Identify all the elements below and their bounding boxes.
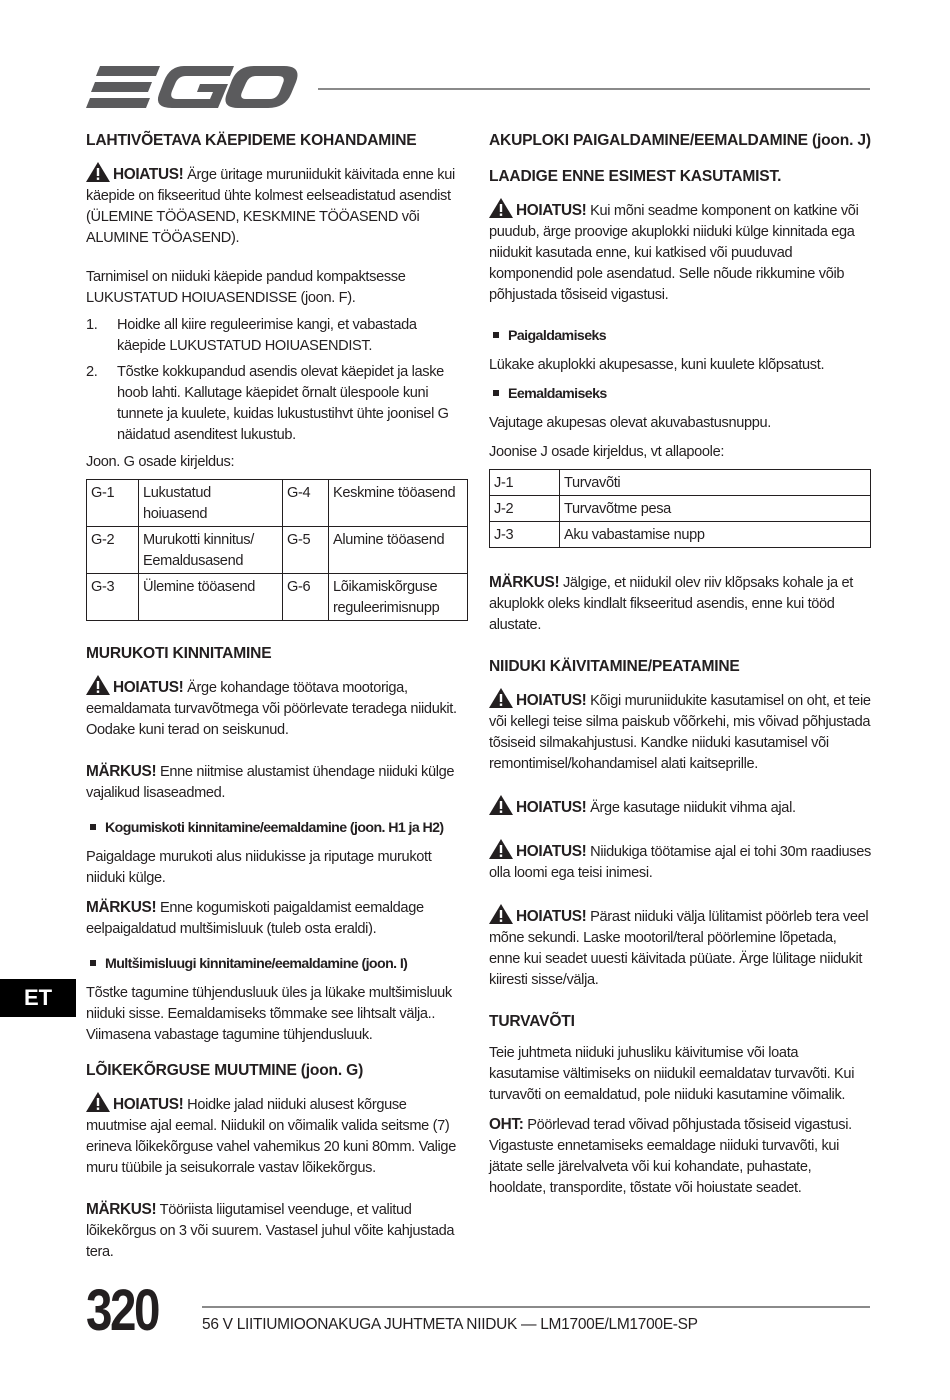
- warning-label: HOIATUS!: [516, 692, 587, 709]
- note-label: MÄRKUS!: [86, 1201, 157, 1218]
- table-caption: Joonise J osade kirjeldus, vt allapoole:: [489, 444, 725, 460]
- warning-paragraph: [86, 1092, 468, 1179]
- page-number: 320: [86, 1278, 158, 1343]
- warning-text: Kõigi muruniidukite kasutamisel on oht, et teie või kellegi teise silma paiskub võõrkehi, mis võivad põhjustada tõsiseid silmakahjustusi. Kandke niiduki kasutamisel või remontimisel/kohandamisel alati kaitseprille.: [489, 693, 871, 772]
- warning-label: HOIATUS!: [516, 799, 587, 816]
- danger-paragraph: [489, 1114, 871, 1199]
- table-row: [87, 527, 468, 574]
- warning-paragraph: [489, 839, 871, 884]
- step-item: [86, 362, 468, 446]
- bullet-heading: [86, 954, 468, 975]
- danger-text: Pöörlevad terad võivad põhjustada tõsiseid vigastusi. Vigastuste ennetamiseks eemaldage niiduki turvavõti, kui jätate selle järelvalveta või kui kohandate, puhastate, hooldate, transpordite, tõstate või hoiustate seadet.: [489, 1117, 852, 1196]
- footer-rule: [202, 1306, 870, 1308]
- warning-paragraph: [86, 675, 468, 741]
- bullet-heading: [489, 384, 871, 405]
- step-text: Hoidke all kiire reguleerimise kangi, et vabastada käepide LUKUSTATUD HOIUASENDIST.: [117, 317, 417, 354]
- note-paragraph: [489, 572, 871, 636]
- table-row: [87, 574, 468, 621]
- warning-text: Ärge üritage muruniidukit käivitada enne kui käepide on fikseeritud ühte kolmest eelseadistatud asendist (ÜLEMINE TÖÖASEND, KESKMINE TÖÖASEND või ALUMINE TÖÖASEND).: [86, 167, 455, 246]
- warning-paragraph: [86, 162, 468, 249]
- warning-triangle-icon: [86, 162, 110, 182]
- note-label: MÄRKUS!: [489, 574, 560, 591]
- body-paragraph: Teie juhtmeta niiduki juhusliku käivitumise või loata kasutamise vältimiseks on niidukil eemaldatav turvavõti. Kui turvavõti on eemaldatud, pole niiduki kasutamine võimalik.: [489, 1045, 855, 1103]
- note-paragraph: [86, 1199, 468, 1263]
- body-paragraph: Tarnimisel on niiduki käepide pandud kompaktsesse LUKUSTATUD HOIUASENDISSE (joon. F).: [86, 269, 406, 306]
- warning-text: Hoidke jalad niiduki alusest kõrguse muutmise ajal eemal. Niidukil on võimalik valida seitsme (7) erineva lõikekõrguse vahel vahemikus 20 kuni 80mm. Valige muru tüübile ja seisukorrale vastav lõikekõrgus.: [86, 1097, 456, 1176]
- bullet-text: Paigaldamiseks: [508, 328, 607, 344]
- note-paragraph: [86, 897, 468, 940]
- table-cell: J-3: [490, 522, 560, 548]
- table-cell: Turvavõti: [560, 470, 871, 496]
- warning-text: Kui mõni seadme komponent on katkine või puudub, ärge proovige akuplokki niiduki külge kinnitada ega niidukit kasutada enne, kui katkised või puuduvad komponendid pole asendatud. Selle nõude rikkumine võib põhjustada tõsiseid vigastusi.: [489, 203, 859, 303]
- ego-logo: [86, 64, 298, 112]
- bullet-text: Kogumiskoti kinnitamine/eemaldamine (joon. H1 ja H2): [105, 820, 444, 836]
- right-column: [489, 130, 871, 1211]
- warning-label: HOIATUS!: [516, 202, 587, 219]
- table-cell: Turvavõtme pesa: [560, 496, 871, 522]
- warning-paragraph: [489, 795, 871, 819]
- warning-label: HOIATUS!: [516, 908, 587, 925]
- table-cell: G-4: [283, 480, 329, 527]
- table-row: [490, 496, 871, 522]
- table-cell: Lõikamiskõrguse reguleerimisnupp: [329, 574, 468, 621]
- note-text: Jälgige, et niidukil olev riiv klõpsaks kohale ja et akuplokk oleks kindlalt fikseeritud asendis, enne kui tööd alustate.: [489, 575, 853, 633]
- parts-table-g: [86, 479, 468, 621]
- warning-label: HOIATUS!: [113, 679, 184, 696]
- note-text: Enne kogumiskoti paigaldamist eemaldage eelpaigaldatud multšimisluuk (tuleb osta eraldi).: [86, 900, 424, 937]
- warning-triangle-icon: [489, 839, 513, 859]
- section-title-battery: AKUPLOKI PAIGALDAMINE/EEMALDAMINE (joon. J): [489, 132, 871, 149]
- warning-triangle-icon: [489, 198, 513, 218]
- section-title-bag-attach: MURUKOTI KINNITAMINE: [86, 645, 272, 662]
- step-text: Tõstke kokkupandud asendis olevat käepidet ja laske hoob lahti. Kallutage käepidet õrnalt ülespoole kuni tunnete ja kuulete, kuidas lukustustihvt ühte joonisel G näidatud asenditest lukustub.: [117, 364, 449, 443]
- step-number: 2.: [86, 364, 98, 380]
- note-label: MÄRKUS!: [86, 763, 157, 780]
- body-paragraph: Paigaldage murukoti alus niidukisse ja riputage murukott niiduki külge.: [86, 849, 432, 886]
- table-cell: J-2: [490, 496, 560, 522]
- warning-triangle-icon: [489, 795, 513, 815]
- steps-list: [86, 315, 468, 446]
- table-cell: Keskmine tööasend: [329, 480, 468, 527]
- warning-triangle-icon: [489, 688, 513, 708]
- table-cell: J-1: [490, 470, 560, 496]
- note-label: MÄRKUS!: [86, 899, 157, 916]
- table-cell: G-3: [87, 574, 139, 621]
- bullet-text: Multšimisluugi kinnitamine/eemaldamine (joon. I): [105, 956, 408, 972]
- warning-paragraph: [489, 198, 871, 306]
- table-cell: G-2: [87, 527, 139, 574]
- body-paragraph: Tõstke tagumine tühjendusluuk üles ja lükake multšimisluuk niiduki sisse. Eemaldamiseks tõmmake see lihtsalt välja.. Viimasena vabastage tagumine tühjendusluuk.: [86, 985, 452, 1043]
- table-cell: G-6: [283, 574, 329, 621]
- table-cell: Murukotti kinnitus/ Eemaldusasend: [139, 527, 283, 574]
- step-number: 1.: [86, 317, 98, 333]
- warning-label: HOIATUS!: [516, 843, 587, 860]
- bullet-square-icon: [90, 960, 96, 966]
- warning-label: HOIATUS!: [113, 1096, 184, 1113]
- table-row: [490, 522, 871, 548]
- danger-label: OHT:: [489, 1116, 524, 1133]
- warning-text: Ärge kasutage niidukit vihma ajal.: [586, 800, 796, 816]
- table-cell: G-1: [87, 480, 139, 527]
- table-cell: Lukustatud hoiuasend: [139, 480, 283, 527]
- note-paragraph: [86, 761, 468, 804]
- warning-text: Pärast niiduki välja lülitamist pöörleb tera veel mõne sekundi. Laske mootoril/teral pöörlemine lõpetada, enne kui seadet uuesti käivitada püüate. Ärge lülitage niidukit kiiresti sisse/välja.: [489, 909, 869, 988]
- note-text: Enne niitmise alustamist ühendage niiduki külge vajalikud lisaseadmed.: [86, 764, 455, 801]
- parts-table-j: [489, 469, 871, 548]
- warning-triangle-icon: [86, 675, 110, 695]
- header-rule: [318, 88, 870, 90]
- warning-text: Ärge kohandage töötava mootoriga, eemaldamata turvavõtmega või pöörlevate teradega niidukit. Oodake kuni terad on seiskunud.: [86, 680, 457, 738]
- footer-title: 56 V LIITIUMIOONAKUGA JUHTMETA NIIDUK — LM1700E/LM1700E-SP: [202, 1316, 698, 1333]
- bullet-square-icon: [493, 390, 499, 396]
- section-title-safety-key: TURVAVÕTI: [489, 1013, 575, 1030]
- table-cell: G-5: [283, 527, 329, 574]
- note-text: Tööriista liigutamisel veenduge, et valitud lõikekõrgus on 3 või suurem. Vastasel juhul võite kahjustada tera.: [86, 1202, 455, 1260]
- table-cell: Alumine tööasend: [329, 527, 468, 574]
- table-cell: Ülemine tööasend: [139, 574, 283, 621]
- table-row: [87, 480, 468, 527]
- body-paragraph: Vajutage akupesas olevat akuvabastusnuppu.: [489, 415, 771, 431]
- table-row: [490, 470, 871, 496]
- left-column: [86, 130, 468, 1275]
- bullet-square-icon: [493, 332, 499, 338]
- table-cell: Aku vabastamise nupp: [560, 522, 871, 548]
- bullet-square-icon: [90, 824, 96, 830]
- table-caption: Joon. G osade kirjeldus:: [86, 454, 235, 470]
- warning-triangle-icon: [489, 904, 513, 924]
- bullet-text: Eemaldamiseks: [508, 386, 607, 402]
- body-paragraph: Lükake akuplokki akupesasse, kuni kuulete klõpsatust.: [489, 357, 825, 373]
- language-tab: ET: [0, 979, 76, 1017]
- warning-paragraph: [489, 688, 871, 775]
- section-title-start-stop: NIIDUKI KÄIVITAMINE/PEATAMINE: [489, 658, 740, 675]
- warning-paragraph: [489, 904, 871, 991]
- warning-text: Niidukiga töötamise ajal ei tohi 30m raadiuses olla loomi ega teisi inimesi.: [489, 844, 871, 881]
- step-item: [86, 315, 468, 357]
- subsection-title-charge: LAADIGE ENNE ESIMEST KASUTAMIST.: [489, 168, 782, 185]
- warning-triangle-icon: [86, 1092, 110, 1112]
- section-title-cut-height: LÕIKEKÕRGUSE MUUTMINE (joon. G): [86, 1062, 364, 1079]
- section-title-handle-adjust: LAHTIVÕETAVA KÄEPIDEME KOHANDAMINE: [86, 132, 417, 149]
- warning-label: HOIATUS!: [113, 166, 184, 183]
- bullet-heading: [489, 326, 871, 347]
- bullet-heading: [86, 818, 468, 839]
